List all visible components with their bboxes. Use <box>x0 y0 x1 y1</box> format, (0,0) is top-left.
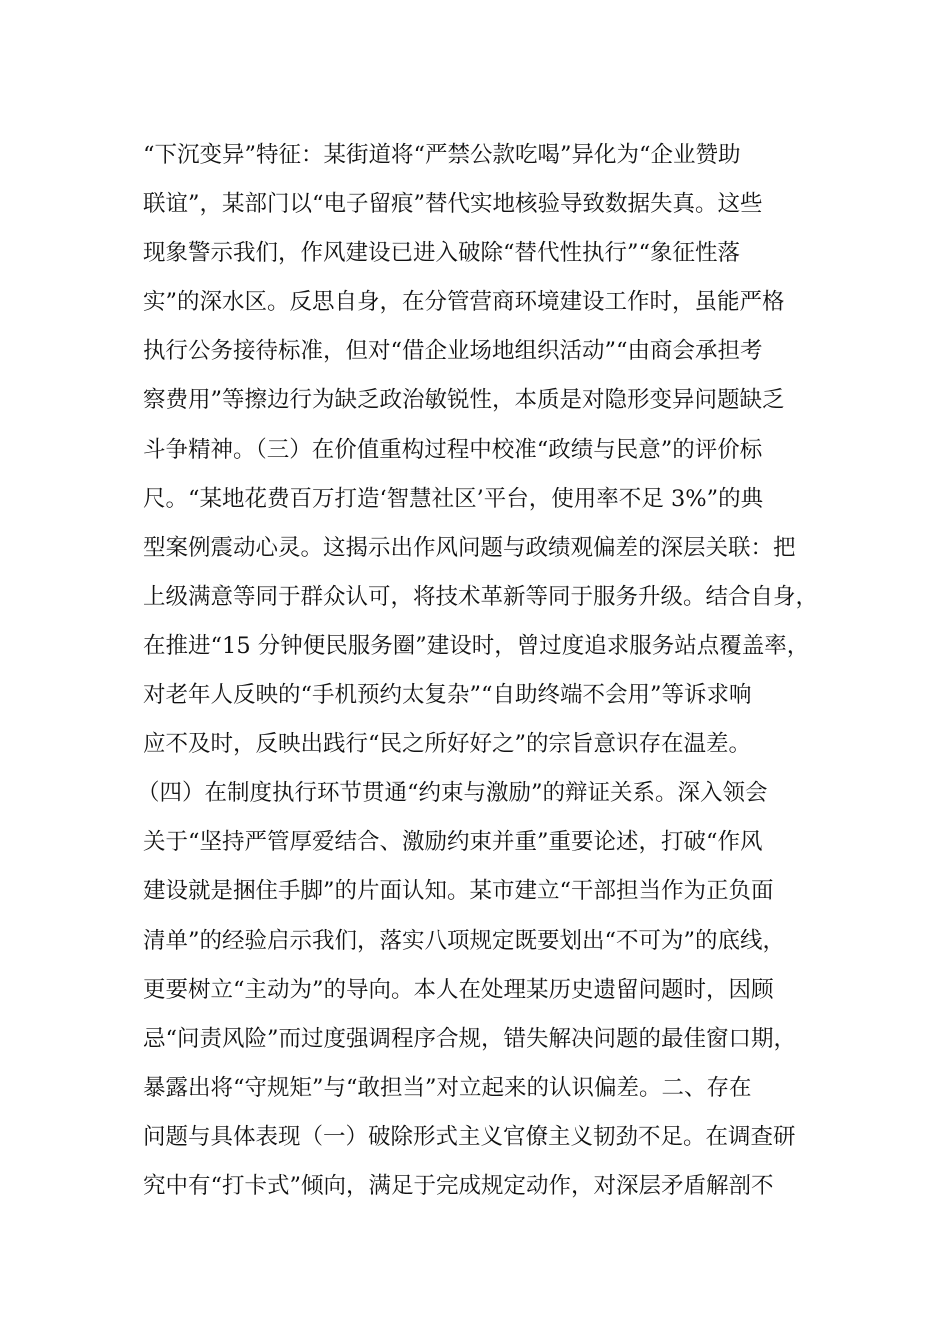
text-line: 执行公务接待标准，但对“借企业场地组织活动”“由商会承担考 <box>143 338 763 365</box>
text-line: 联谊”，某部门以“电子留痕”替代实地核验导致数据失真。这些 <box>143 191 763 218</box>
text-line: 上级满意等同于群众认可，将技术革新等同于服务升级。结合自身， <box>143 583 819 610</box>
text-line: 在推进“15 分钟便民服务圈”建设时，曾过度追求服务站点覆盖率， <box>143 632 810 659</box>
text-line: 问题与具体表现（一）破除形式主义官僚主义韧劲不足。在调查研 <box>143 1123 796 1150</box>
text-line: 建设就是捆住手脚”的片面认知。某市建立“干部担当作为正负面 <box>143 878 774 905</box>
text-line: 尺。“某地花费百万打造‘智慧社区’平台，使用率不足 3%”的典 <box>143 485 764 512</box>
text-line: 型案例震动心灵。这揭示出作风问题与政绩观偏差的深层关联：把 <box>143 534 796 561</box>
text-line: 察费用”等擦边行为缺乏政治敏锐性，本质是对隐形变异问题缺乏 <box>143 387 785 414</box>
text-line: 对老年人反映的“手机预约太复杂”“自助终端不会用”等诉求响 <box>143 682 752 709</box>
text-line: 现象警示我们，作风建设已进入破除“替代性执行”“象征性落 <box>143 240 741 267</box>
text-line: 究中有“打卡式”倾向，满足于完成规定动作，对深层矛盾解剖不 <box>143 1172 774 1199</box>
text-line: 更要树立“主动为”的导向。本人在处理某历史遗留问题时，因顾 <box>143 976 774 1003</box>
text-line: 应不及时，反映出践行“民之所好好之”的宗旨意识存在温差。 <box>143 731 752 758</box>
text-line: 忌“问责风险”而过度强调程序合规，错失解决问题的最佳窗口期， <box>143 1025 797 1052</box>
text-line: 斗争精神。（三）在价值重构过程中校准“政绩与民意”的评价标 <box>143 436 763 463</box>
text-line: 实”的深水区。反思自身，在分管营商环境建设工作时，虽能严格 <box>143 289 785 316</box>
text-line: “下沉变异”特征：某街道将“严禁公款吃喝”异化为“企业赞助 <box>143 142 741 168</box>
text-line: 暴露出将“守规矩”与“敢担当”对立起来的认识偏差。二、存在 <box>143 1074 752 1101</box>
text-line: （四）在制度执行环节贯通“约束与激励”的辩证关系。深入领会 <box>137 780 768 807</box>
text-line: 清单”的经验启示我们，落实八项规定既要划出“不可为”的底线， <box>143 927 786 954</box>
body-text <box>137 131 819 1211</box>
text-line: 关于“坚持严管厚爱结合、激励约束并重”重要论述，打破“作风 <box>143 829 763 856</box>
